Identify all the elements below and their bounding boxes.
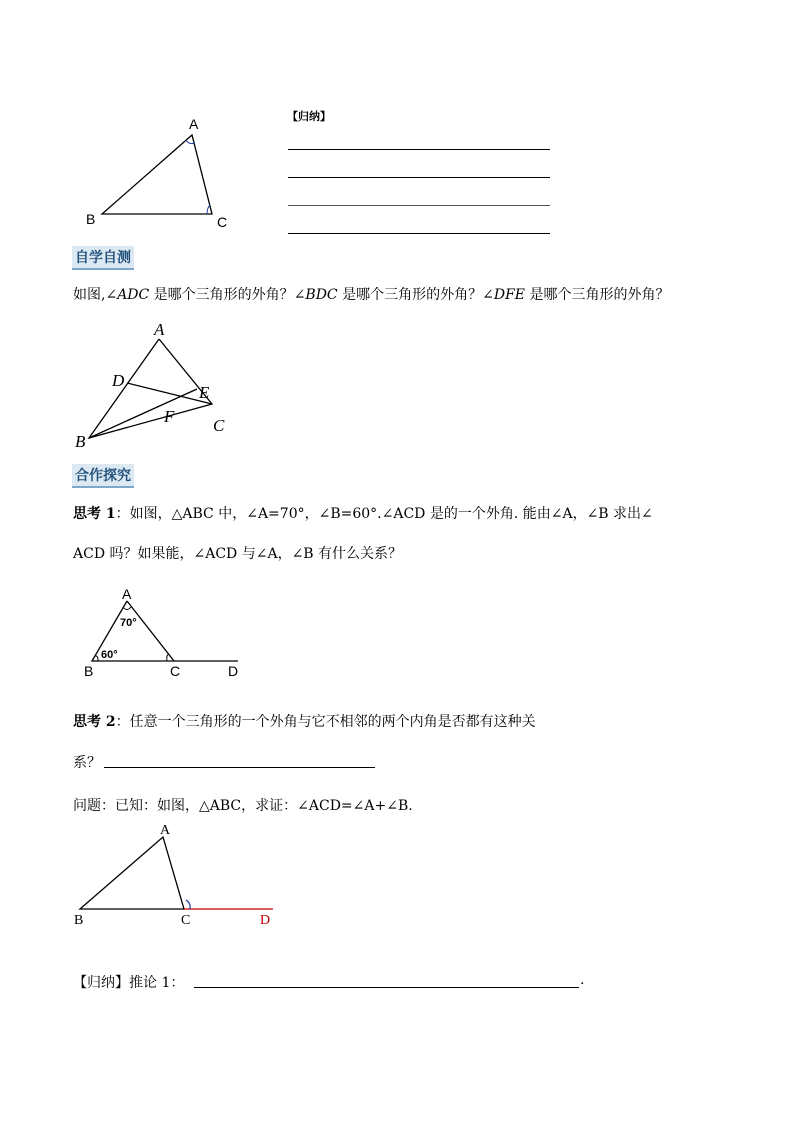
summary-end-period: . [580,972,585,988]
vertex-label-b: B [86,211,96,227]
vertex-label-b: B [84,663,94,679]
guina-heading: 【归纳】 [287,110,331,123]
angle-label-a: 70° [120,617,137,629]
summary-label: 【归纳】推论 1： [73,975,185,991]
figure-exterior-angle-70-60 [78,585,248,685]
self-test-question: 如图,∠ADC 是哪个三角形的外角？∠BDC 是哪个三角形的外角？∠DFE 是哪个三角形的外角？ [73,287,670,303]
section-heading-cooperation: 合作探究 [72,464,134,488]
vertex-label-a: A [122,586,132,602]
vertex-label-a: A [189,116,199,132]
point-label-d: D [228,663,239,679]
think-2-answer-line [104,767,375,768]
answer-line-1 [288,149,550,150]
proof-question: 问题：已知：如图，△ABC，求证：∠ACD=∠A+∠B. [73,798,413,814]
answer-line-3 [288,205,550,206]
vertex-label-a: A [160,823,171,838]
vertex-label-a: A [154,320,165,339]
answer-line-4 [288,233,550,234]
vertex-label-c: C [181,913,191,928]
think-1-line-2: ACD 吗？如果能，∠ACD 与∠A，∠B 有什么关系？ [73,546,403,562]
section-heading-self-study: 自学自测 [72,246,134,270]
angle-label-b: 60° [101,649,118,661]
answer-line-2 [288,177,550,178]
think-2-line-1: 思考 2：任意一个三角形的一个外角与它不相邻的两个内角是否都有这种关 [73,714,536,730]
vertex-label-b: B [74,913,84,928]
figure-exterior-angle-proof [70,820,290,930]
figure-triangle-abc-1 [80,110,260,235]
think-1-line-1: 思考 1：如图，△ABC 中，∠A=70°，∠B=60°.∠ACD 是的一个外角. 能由∠A，∠B 求出∠ [73,506,653,522]
think-2-line-2: 系？ [73,755,101,771]
point-label-f: F [164,407,175,426]
point-label-d: D [260,913,271,928]
vertex-label-c: C [170,663,181,679]
vertex-label-b: B [75,432,86,451]
figure-triangle-def [70,318,250,453]
summary-answer-line [194,987,579,988]
vertex-label-c: C [217,214,228,230]
vertex-label-c: C [213,416,225,435]
point-label-e: E [199,383,210,402]
point-label-d: D [112,371,125,390]
